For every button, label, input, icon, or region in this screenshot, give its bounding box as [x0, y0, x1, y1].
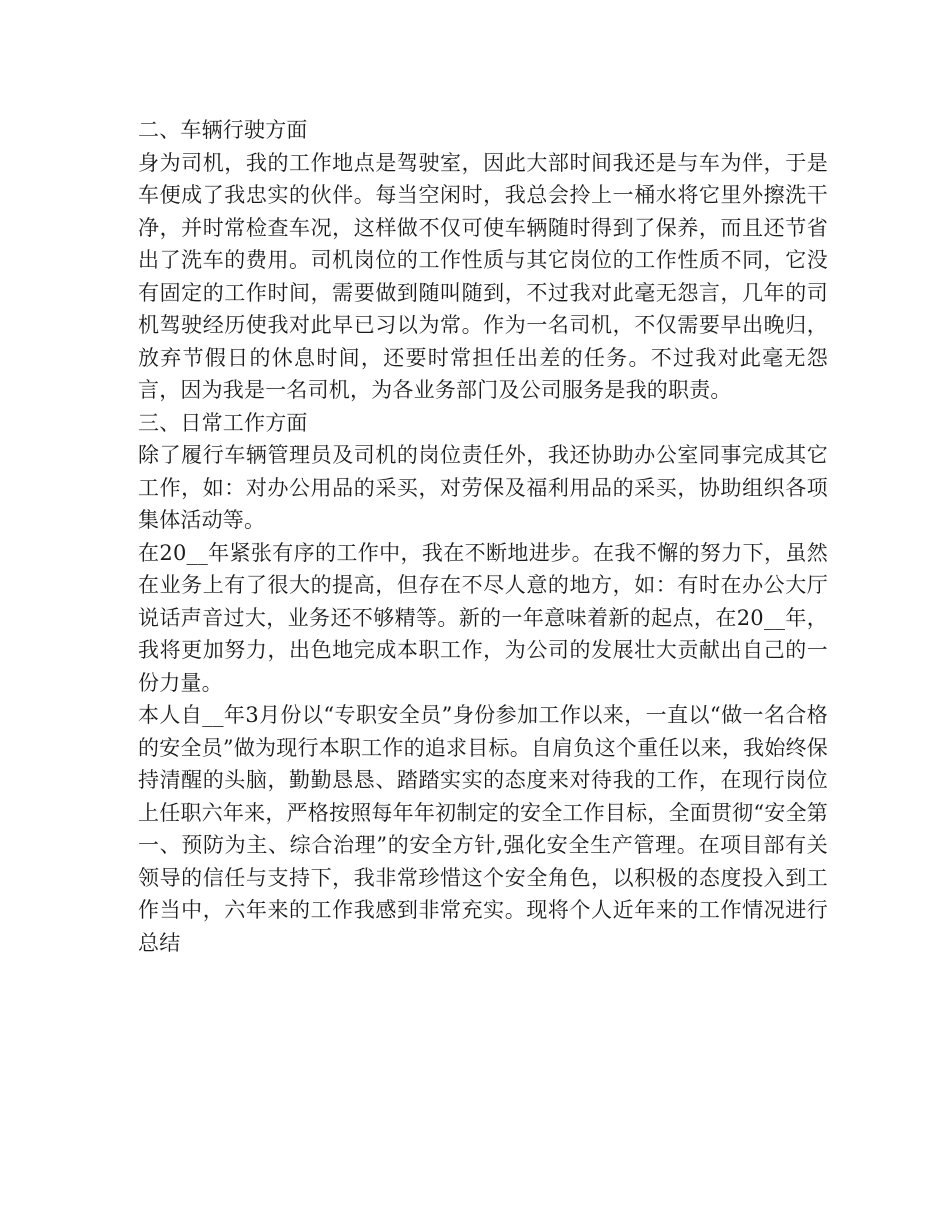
paragraph-yearly-progress: 在20__年紧张有序的工作中，我在不断地进步。在我不懈的努力下，虽然在业务上有了很大的提高，但存在不尽人意的地方，如：有时在办公大厅说话声音过大，业务还不够精等。新的一年意味着新的起点，在20__年，我将更加努力，出色地完成本职工作，为公司的发展壮大贡献出自己的一份力量。	[138, 540, 828, 695]
paragraph-office-assistance: 除了履行车辆管理员及司机的岗位责任外，我还协助办公室同事完成其它工作，如：对办公用品的采买，对劳保及福利用品的采买，协助组织各项集体活动等。	[138, 443, 828, 532]
paragraph-driver-duties: 身为司机，我的工作地点是驾驶室，因此大部时间我还是与车为伴，于是车便成了我忠实的伙伴。每当空闲时，我总会拎上一桶水将它里外擦洗干净，并时常检查车况，这样做不仅可使车辆随时得到了保养，而且还节省出了洗车的费用。司机岗位的工作性质与其它岗位的工作性质不同，它没有固定的工作时间，需要做到随叫随到，不过我对此毫无怨言，几年的司机驾驶经历使我对此早已习以为常。作为一名司机，不仅需要早出晚归，放弃节假日的休息时间，还要时常担任出差的任务。不过我对此毫无怨言，因为我是一名司机，为各业务部门及公司服务是我的职责。	[138, 150, 828, 402]
document-body	[138, 114, 828, 959]
paragraph-safety-officer: 本人自__年3月份以“专职安全员”身份参加工作以来，一直以“做一名合格的安全员”做为现行本职工作的追求目标。自肩负这个重任以来，我始终保持清醒的头脑，勤勤恳恳、踏踏实实的态度来对待我的工作，在现行岗位上任职六年来，严格按照每年年初制定的安全工作目标，全面贯彻“安全第一、预防为主、综合治理”的安全方针,强化安全生产管理。在项目部有关领导的信任与支持下，我非常珍惜这个安全角色，以积极的态度投入到工作当中，六年来的工作我感到非常充实。现将个人近年来的工作情况进行总结	[138, 703, 828, 955]
section-heading-vehicle-driving: 二、车辆行驶方面	[138, 118, 308, 142]
section-heading-daily-work: 三、日常工作方面	[138, 410, 308, 435]
